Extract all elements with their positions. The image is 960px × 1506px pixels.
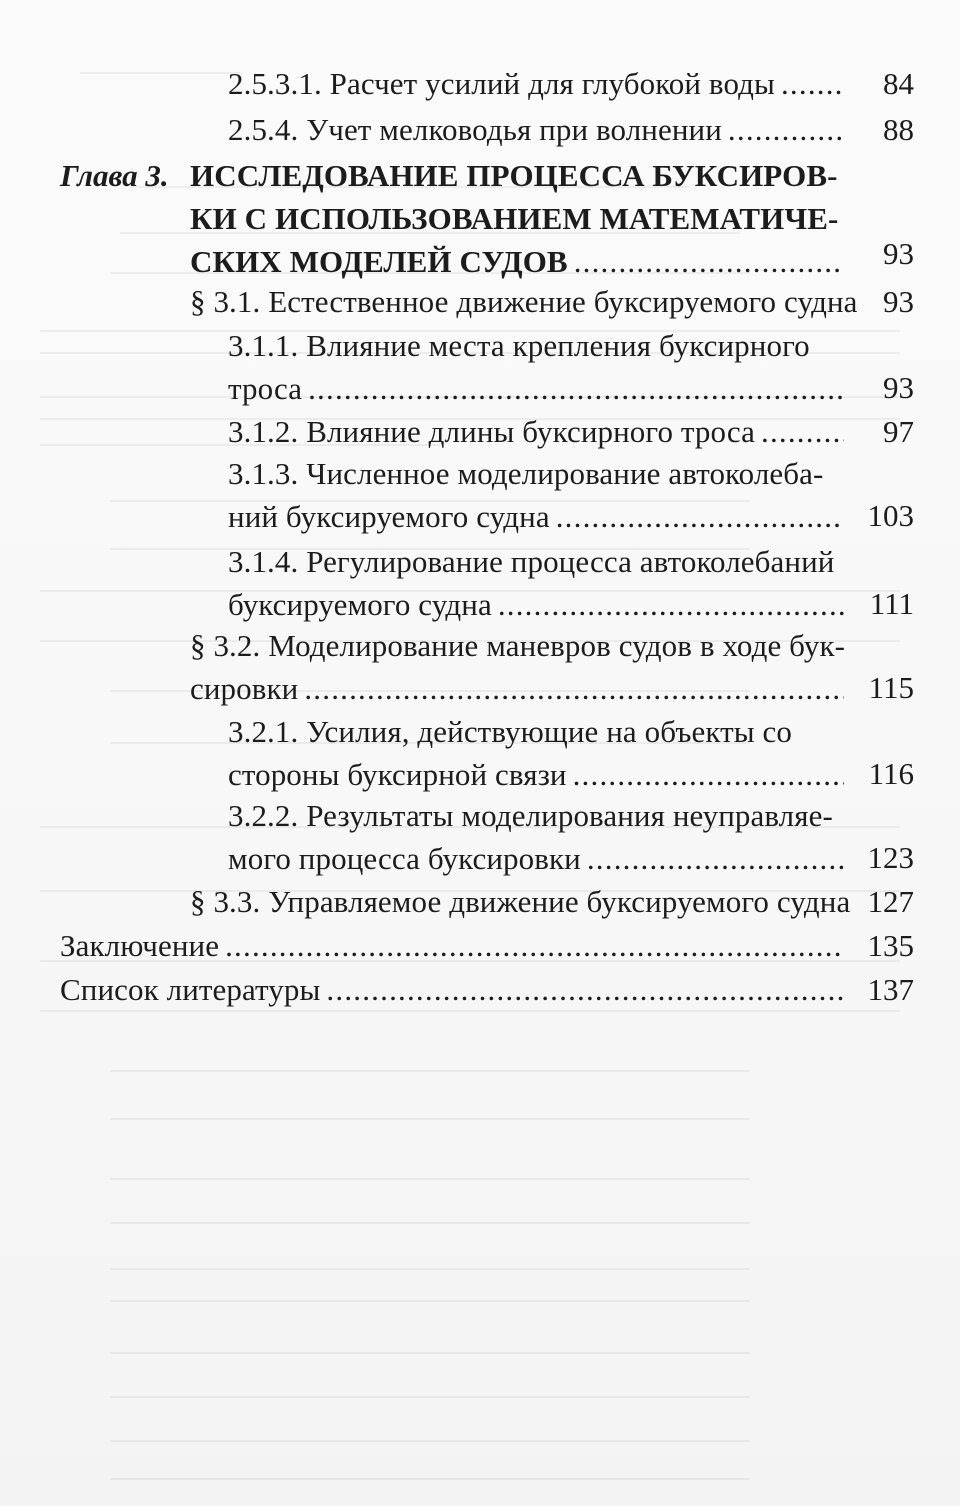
leader-dots — [728, 108, 844, 151]
toc-entry-title: § 3.3. Управляемое движение буксируемого судна — [190, 884, 851, 919]
toc-page-number: 111 — [869, 586, 914, 621]
toc-page-number: 88 — [883, 112, 914, 147]
toc-entry-references[interactable] — [60, 968, 848, 1011]
toc-entry-2-5-3-1[interactable] — [228, 62, 848, 105]
toc-entry-section-3-1[interactable] — [190, 280, 858, 323]
leader-dots — [587, 837, 844, 880]
toc-entry-3-2-1[interactable] — [228, 710, 848, 796]
toc-entry-section-3-3[interactable] — [190, 880, 851, 923]
toc-entry-title-line: ний буксируемого судна — [228, 499, 550, 534]
toc-entry-title-line: § 3.2. Моделирование маневров судов в ходе бук- — [190, 628, 846, 663]
leader-dots — [225, 924, 844, 967]
toc-entry-title-line: 3.1.4. Регулирование процесса автоколебаний — [228, 544, 835, 579]
toc-entry-title-line: 3.1.3. Численное моделирование автоколеба- — [228, 456, 824, 491]
toc-entry-title-line: СКИХ МОДЕЛЕЙ СУДОВ — [190, 244, 568, 279]
toc-entry-title: 3.1.2. Влияние длины буксирного троса — [228, 414, 755, 449]
toc-page-number: 116 — [868, 756, 914, 791]
toc-entry-title-line: ИССЛЕДОВАНИЕ ПРОЦЕССА БУКСИРОВ- — [190, 158, 838, 193]
toc-entry-title: Список литературы — [60, 972, 321, 1007]
leader-dots — [574, 240, 844, 283]
toc-page-number: 135 — [867, 928, 914, 963]
toc-entry-3-1-3[interactable] — [228, 452, 848, 538]
toc-entry-3-1-2[interactable] — [228, 410, 848, 453]
leader-dots — [326, 968, 844, 1011]
toc-entry-section-3-2[interactable] — [190, 624, 848, 710]
toc-page-number: 115 — [868, 670, 914, 705]
leader-dots — [308, 367, 844, 410]
toc-entry-title: 2.5.4. Учет мелководья при волнении — [228, 112, 722, 147]
toc-entry-title: 2.5.3.1. Расчет усилий для глубокой воды — [228, 66, 775, 101]
leader-dots — [573, 753, 844, 796]
toc-entry-title-line: 3.2.2. Результаты моделирования неуправляе- — [228, 798, 833, 833]
toc-entry-title-line: 3.1.1. Влияние места крепления буксирного — [228, 328, 810, 363]
toc-page-number: 84 — [883, 66, 914, 101]
toc-entry-title-line: буксируемого судна — [228, 587, 492, 622]
toc-page-number: 137 — [867, 972, 914, 1007]
leader-dots — [761, 410, 844, 453]
toc-entry-title-line: троса — [228, 371, 303, 406]
toc-page-number: 93 — [883, 236, 914, 271]
toc-entry-3-1-1[interactable] — [228, 324, 848, 410]
toc-entry-title-line: стороны буксирной связи — [228, 757, 567, 792]
toc-entry-title-line: КИ С ИСПОЛЬЗОВАНИЕМ МАТЕМАТИЧЕ- — [190, 201, 839, 236]
toc-page-number: 123 — [867, 840, 914, 875]
toc-entry-3-1-4[interactable] — [228, 540, 848, 626]
toc-entry-2-5-4[interactable] — [228, 108, 848, 151]
toc-entry-chapter-3[interactable] — [190, 154, 848, 283]
chapter-label: Глава 3. — [60, 158, 169, 193]
toc-page-number: 103 — [867, 498, 914, 533]
toc-page-number: 93 — [883, 284, 914, 319]
toc-entry-title: Заключение — [60, 928, 220, 963]
toc-page-number: 93 — [883, 370, 914, 405]
toc-page-number: 97 — [883, 414, 914, 449]
leader-dots — [304, 667, 844, 710]
toc-entry-conclusion[interactable] — [60, 924, 848, 967]
leader-dots — [556, 495, 844, 538]
toc-page-number: 127 — [867, 884, 914, 919]
toc-entry-3-2-2[interactable] — [228, 794, 848, 880]
toc-entry-title-line: сировки — [190, 671, 299, 706]
toc-entry-title-line: 3.2.1. Усилия, действующие на объекты со — [228, 714, 792, 749]
toc-entry-title-line: мого процесса буксировки — [228, 841, 581, 876]
toc-entry-title: § 3.1. Естественное движение буксируемого судна — [190, 284, 858, 319]
leader-dots — [498, 583, 844, 626]
